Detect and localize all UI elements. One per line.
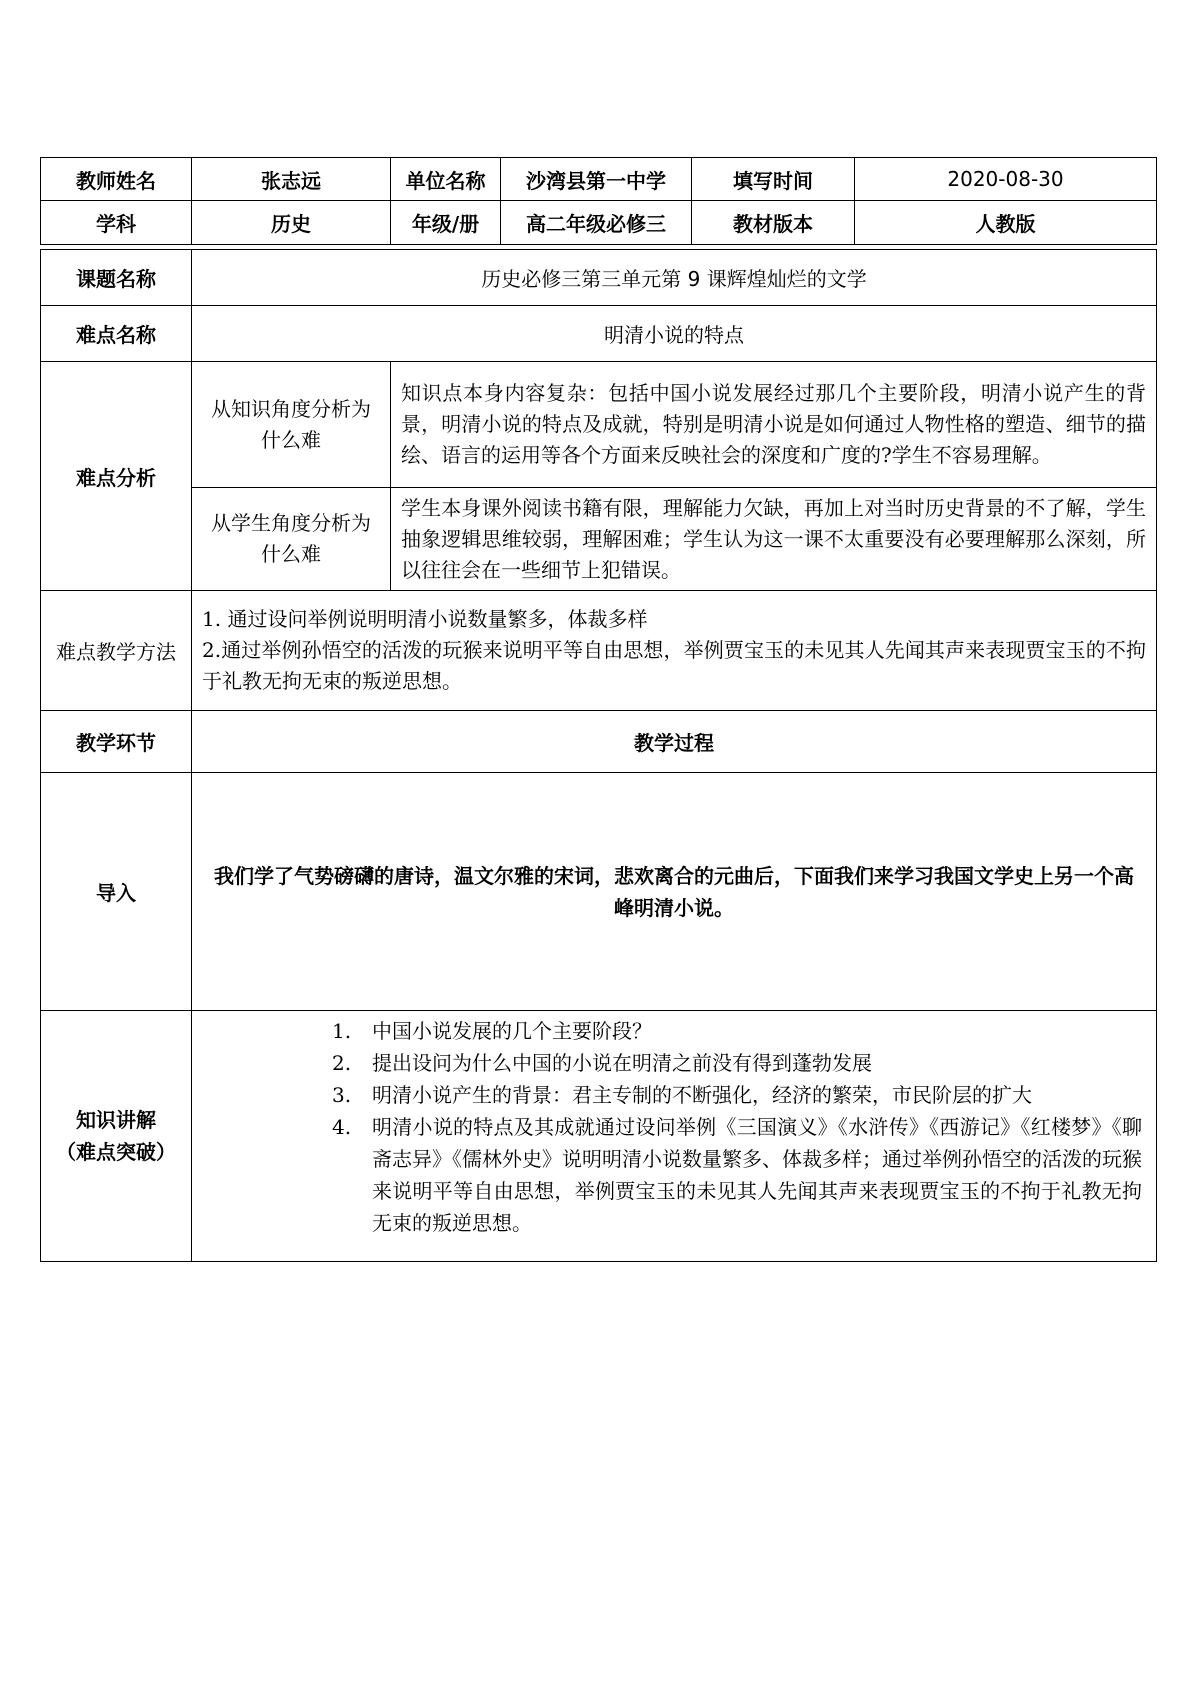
intro-row (41, 773, 1157, 1011)
student-angle-text (391, 488, 1157, 591)
unit-name-label: 单位名称 (391, 158, 501, 201)
grade-label: 年级/册 (391, 201, 501, 245)
lesson-plan-table (40, 157, 1157, 1262)
topic-value: 历史必修三第三单元第 9 课辉煌灿烂的文学 (192, 250, 1157, 306)
grade-value: 高二年级必修三 (501, 201, 692, 245)
explain-content (192, 1011, 1157, 1262)
unit-name-value: 沙湾县第一中学 (501, 158, 692, 201)
textbook-label: 教材版本 (692, 201, 855, 245)
explain-list (192, 1015, 1142, 1239)
explain-label-main: 知识讲解 (76, 1108, 156, 1132)
knowledge-angle-label (192, 362, 391, 488)
analysis-row-knowledge (41, 362, 1157, 488)
teacher-name-label: 教师姓名 (41, 158, 192, 201)
explain-label-sub: （难点突破） (56, 1140, 176, 1164)
list-item-number: 2. (332, 1051, 352, 1075)
textbook-value: 人教版 (855, 201, 1157, 245)
topic-label: 课题名称 (41, 250, 192, 306)
list-item-text: 明清小说产生的背景：君主专制的不断强化，经济的繁荣，市民阶层的扩大 (372, 1083, 1032, 1107)
process-header-row (41, 711, 1157, 773)
method-line-2: 2.通过举例孙悟空的活泼的玩猴来说明平等自由思想，举例贾宝玉的未见其人先闻其声来表现贾宝玉的不拘于礼教无拘无束的叛逆思想。 (202, 638, 1146, 693)
process-content-label: 教学过程 (192, 711, 1157, 773)
list-item-number: 1. (332, 1019, 352, 1043)
teacher-name-value: 张志远 (192, 158, 391, 201)
intro-label: 导入 (41, 773, 192, 1011)
method-text (192, 591, 1157, 711)
knowledge-angle-text (391, 362, 1157, 488)
student-angle-label (192, 488, 391, 591)
student-angle-paragraph: 学生本身课外阅读书籍有限，理解能力欠缺，再加上对当时历史背景的不了解，学生抽象逻辑思维较弱，理解困难；学生认为这一课不太重要没有必要理解那么深刻，所以往往会在一些细节上犯错误。 (401, 495, 1146, 582)
list-item-number: 4. (332, 1115, 352, 1139)
info-row-2 (41, 201, 1157, 245)
info-row-1 (41, 158, 1157, 201)
method-line-1: 1. 通过设问举例说明明清小说数量繁多，体裁多样 (202, 607, 648, 631)
student-angle-label-text: 从学生角度分析为什么难 (211, 511, 371, 566)
list-item-number: 3. (332, 1083, 352, 1107)
topic-row (41, 250, 1157, 306)
subject-label: 学科 (41, 201, 192, 245)
list-item (192, 1015, 1142, 1047)
difficulty-label: 难点名称 (41, 306, 192, 362)
list-item (192, 1079, 1142, 1111)
fill-date-value: 2020-08-30 (855, 158, 1157, 201)
intro-text: 我们学了气势磅礴的唐诗，温文尔雅的宋词，悲欢离合的元曲后，下面我们来学习我国文学史上另一个高峰明清小说。 (192, 773, 1157, 1011)
analysis-label: 难点分析 (41, 362, 192, 591)
fill-date-label: 填写时间 (692, 158, 855, 201)
explain-row (41, 1011, 1157, 1262)
subject-value: 历史 (192, 201, 391, 245)
difficulty-value: 明清小说的特点 (192, 306, 1157, 362)
difficulty-row (41, 306, 1157, 362)
knowledge-angle-label-text: 从知识角度分析为什么难 (211, 396, 371, 452)
list-item-text: 中国小说发展的几个主要阶段？ (372, 1019, 652, 1043)
method-row (41, 591, 1157, 711)
list-item (192, 1047, 1142, 1079)
list-item (192, 1111, 1142, 1239)
process-stage-label: 教学环节 (41, 711, 192, 773)
knowledge-angle-paragraph: 知识点本身内容复杂：包括中国小说发展经过那几个主要阶段，明清小说产生的背景，明清小说的特点及成就，特别是明清小说是如何通过人物性格的塑造、细节的描绘、语言的运用等各个方面来反映社会的深度和广度的?学生不容易理解。 (401, 381, 1146, 467)
list-item-text: 提出设问为什么中国的小说在明清之前没有得到蓬勃发展 (372, 1051, 872, 1075)
analysis-row-student (41, 488, 1157, 591)
method-label: 难点教学方法 (41, 591, 192, 711)
explain-label (41, 1011, 192, 1262)
list-item-text: 明清小说的特点及其成就通过设问举例《三国演义》《水浒传》《西游记》《红楼梦》《聊斋志异》《儒林外史》说明明清小说数量繁多、体裁多样；通过举例孙悟空的活泼的玩猴来说明平等自由思想，举例贾宝玉的未见其人先闻其声来表现贾宝玉的不拘于礼教无拘无束的叛逆思想。 (372, 1115, 1142, 1235)
